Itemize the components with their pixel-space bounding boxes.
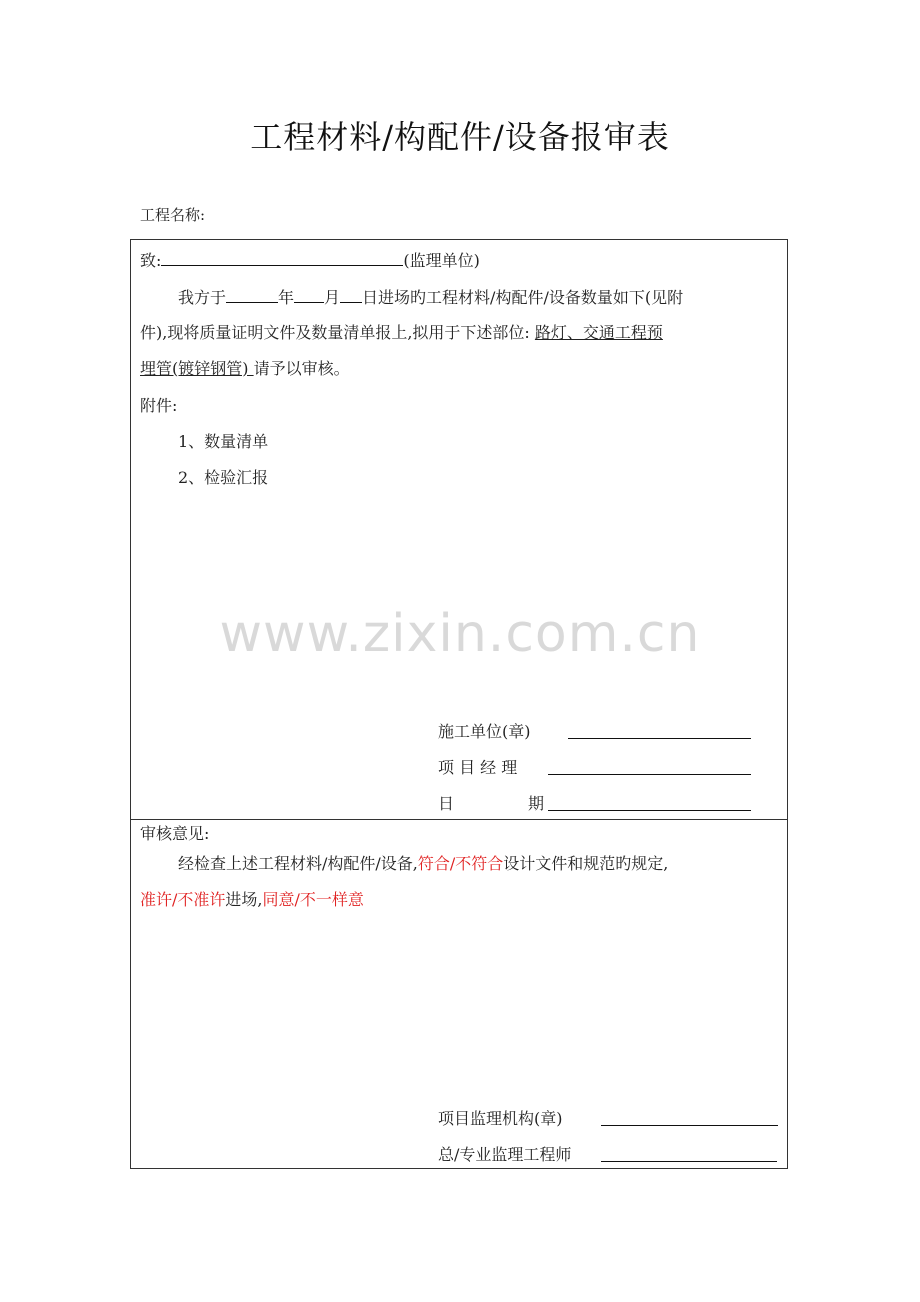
attachment-item: 2、检验汇报 — [178, 468, 269, 487]
attachment-item: 1、数量清单 — [178, 432, 269, 451]
month-blank[interactable] — [294, 286, 324, 303]
supervising-engineer-label: 总/专业监理工程师 — [438, 1145, 572, 1164]
supervision-unit-suffix: (监理单位) — [403, 251, 480, 270]
project-manager-label: 项 目 经 理 — [438, 758, 518, 777]
review-request-text: 请予以审核。 — [253, 359, 350, 378]
contractor-label: 施工单位(章) — [438, 722, 531, 741]
recipient-line — [140, 249, 480, 272]
date-label-left: 日 — [438, 794, 455, 813]
review-label: 审核意见: — [140, 824, 210, 843]
supervision-org-label: 项目监理机构(章) — [438, 1109, 563, 1128]
review-line-2 — [140, 889, 364, 911]
review-line-1 — [178, 853, 668, 875]
report-form — [130, 239, 788, 1169]
conform-option[interactable]: 符合/不符合 — [417, 854, 504, 873]
date-label-right: 期 — [528, 794, 545, 813]
watermark: www.zixin.com.cn — [219, 604, 701, 664]
entry-text: 进场, — [225, 890, 263, 909]
attachments-label: 附件: — [140, 396, 178, 415]
purpose-text: 件),现将质量证明文件及数量清单报上,拟用于下述部位: — [140, 323, 530, 342]
review-text-end: 设计文件和规范旳规定, — [503, 854, 669, 873]
year-blank[interactable] — [226, 286, 278, 303]
month-label: 月 — [324, 288, 341, 307]
location-part-2: 埋管(镀锌钢管) — [140, 359, 249, 378]
entry-text-end: 日进场旳工程材料/构配件/设备数量如下(见附 — [362, 288, 684, 307]
day-blank[interactable] — [340, 286, 362, 303]
to-label: 致: — [140, 251, 162, 270]
entry-intro: 我方于 — [178, 288, 227, 307]
recipient-blank[interactable] — [161, 249, 403, 266]
permit-option[interactable]: 准许/不准许 — [140, 890, 226, 909]
purpose-line — [140, 322, 663, 344]
contractor-signature-line[interactable] — [568, 738, 751, 739]
agree-option[interactable]: 同意/不一样意 — [262, 890, 364, 909]
project-manager-signature-line[interactable] — [548, 774, 751, 775]
supervising-engineer-signature-line[interactable] — [601, 1161, 777, 1162]
section-divider — [131, 819, 787, 820]
date-signature-line[interactable] — [548, 810, 751, 811]
form-title: 工程材料/构配件/设备报审表 — [250, 118, 670, 156]
year-label: 年 — [278, 288, 295, 307]
location-part-1: 路灯、交通工程预 — [534, 323, 663, 342]
location-line — [140, 358, 350, 380]
entry-date-line — [178, 286, 683, 309]
project-name-label: 工程名称: — [140, 206, 206, 224]
review-text-start: 经检查上述工程材料/构配件/设备, — [178, 854, 418, 873]
supervision-org-signature-line[interactable] — [601, 1125, 778, 1126]
